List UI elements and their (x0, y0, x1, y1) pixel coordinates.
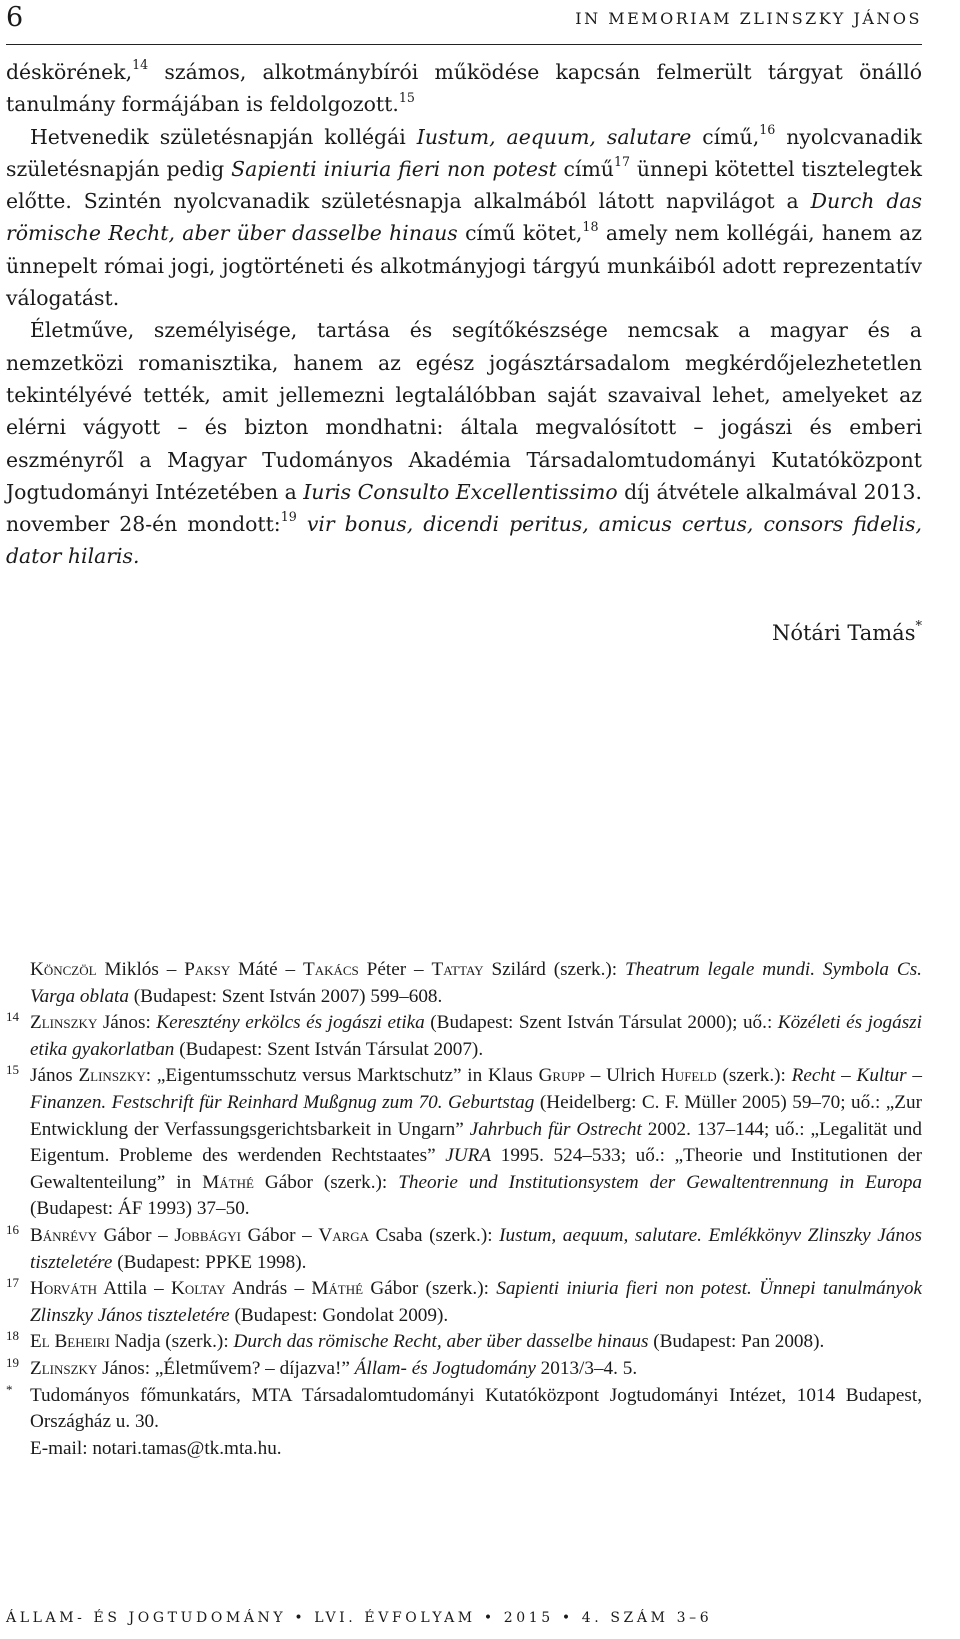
volume: LVI. ÉVFOLYAM (314, 1610, 476, 1626)
page-number: 6 (6, 2, 24, 33)
text-run: déskörének, (6, 60, 133, 84)
text-run: András – (225, 1278, 312, 1300)
text-run: Életműve, személyisége, tartása és segítőkészsége nemcsak a magyar és a nemzetközi romanisztika, hanem az egész jogásztársadalom megkérdőjelezhetetlen tekintélyévé tették, amit jellemezni legtalálóbban saját szavaival lehet, amelyeket az elérni vágyott – és bizton mondhatni: általa megvalósított – jogászi és emberi eszményről a Magyar Tudományos Akadémia Társadalomtudományi Kutatóközpont Jogtudományi Intézetében a (6, 318, 922, 504)
text-run: Péter – (358, 959, 432, 980)
text-run: Attila – (96, 1278, 172, 1300)
body-text (6, 56, 922, 573)
author-name: Tattay (431, 959, 484, 980)
award-title: Iuris Consulto Excellentissimo (303, 479, 618, 504)
book-title: Iustum, aequum, salutare (416, 124, 692, 149)
running-title: IN MEMORIAM ZLINSZKY JÁNOS (575, 9, 922, 28)
page-footer (6, 1610, 922, 1626)
footnote-ref-14[interactable]: 14 (132, 57, 149, 73)
author-email[interactable]: E-mail: notari.tamas@tk.mta.hu. (30, 1437, 282, 1459)
author-name: Takács (302, 959, 359, 980)
text-run: számos, alkotmánybírói működése kapcsán felmerült tárgyat önálló tanulmány formájában is feldolgozott. (6, 60, 922, 117)
author-name: El Beheiri (30, 1331, 110, 1353)
text-run: János (30, 1065, 79, 1087)
text-run: János: (97, 1012, 157, 1034)
footnote-ref-17[interactable]: 17 (613, 154, 631, 170)
footnote-number: 14 (6, 1009, 19, 1025)
book-title: Iustum, aequum, salutare. Emlékkönyv Zlinszky János tiszteletére (30, 1224, 923, 1273)
footnote-number: 15 (6, 1062, 19, 1078)
book-title: Durch das römische Recht, aber über dasselbe hinaus (6, 189, 922, 246)
text-run: (Budapest: Gondolat 2009). (229, 1304, 449, 1326)
text-run: című (556, 156, 614, 181)
text-run: című kötet, (457, 221, 583, 246)
text-run: (Budapest: Szent István 2007) 599–608. (128, 985, 443, 1007)
author-signature (772, 621, 922, 645)
issue: 4. SZÁM (581, 1610, 669, 1626)
text-run: (Budapest: Szent István Társulat 2007). (174, 1038, 484, 1060)
text-run: 2013/3–4. 5. (535, 1357, 638, 1379)
text-run (297, 512, 307, 536)
paragraph-3 (6, 314, 922, 572)
author-name: Grupp (538, 1065, 585, 1087)
author-name: Máthé (311, 1278, 364, 1300)
text-run: díj átvétele alkalmával 2013. november 28-én mondott: (6, 479, 923, 537)
text-run: – Ulrich (584, 1065, 661, 1087)
text-run: Csaba (szerk.): (369, 1224, 500, 1246)
footnote-ref-star[interactable]: * (915, 619, 922, 635)
book-title: Közéleti és jogászi etika gyakorlatban (30, 1012, 922, 1060)
bullet-separator: • (483, 1610, 496, 1626)
book-title: Theorie und Institutionsystem der Gewaltentrennung in Europa (398, 1171, 923, 1193)
author-name: Zlinszky (30, 1012, 98, 1034)
text-run: (Budapest: PPKE 1998). (112, 1251, 307, 1273)
text-run: nyolcvanadik születésnapján pedig (6, 124, 923, 181)
text-run: Hetvenedik születésnapján kollégái (30, 124, 417, 149)
footnote-number: 17 (6, 1275, 19, 1291)
text-run: című, (691, 124, 760, 149)
book-title: Theatrum legale mundi. Symbola Cs. Varga oblata (30, 959, 922, 1007)
footnote-number: 16 (6, 1221, 19, 1237)
journal-title: JURA (445, 1145, 492, 1167)
text-run: Gábor (szerk.): (363, 1278, 497, 1300)
footnote-19 (6, 1356, 922, 1383)
bullet-separator: • (294, 1610, 307, 1626)
author-name: Koltay (171, 1278, 226, 1300)
paragraph-1 (6, 56, 922, 121)
book-title: Recht – Kultur – Finanzen. Festschrift für Reinhard Mußgnug zum 70. Geburtstag (30, 1065, 923, 1113)
footnote-star (6, 1383, 922, 1463)
book-title: Keresztény erkölcs és jogászi etika (156, 1012, 425, 1034)
bullet-separator: • (561, 1610, 574, 1626)
text-run: (Budapest: ÁF 1993) 37–50. (30, 1198, 250, 1220)
author-name: Könczöl (30, 959, 97, 980)
text-run: Gábor (szerk.): (253, 1171, 399, 1193)
author-name: Máthé (202, 1171, 254, 1193)
text-run: 1995. 524–533; uő.: „Theorie und Institutionen der Gewaltenteilung” in (30, 1145, 922, 1193)
paragraph-2 (6, 121, 922, 315)
page-header (6, 0, 922, 45)
author-name: Nótári Tamás (771, 621, 916, 645)
text-run: János: „Életművem? – díjazva!” (97, 1357, 355, 1379)
text-run: Szilárd (szerk.): (483, 959, 625, 980)
footnote-ref-19[interactable]: 19 (280, 509, 297, 525)
footnote-16 (6, 1223, 922, 1276)
footnote-18 (6, 1329, 922, 1356)
text-run: (Heidelberg: C. F. Müller 2005) 59–70; uő.: „Zur Entwicklung der Verfassungsgerichtsbarkeit in Ungarn” (30, 1091, 922, 1140)
text-run: (Budapest: Szent István Társulat 2000); uő.: (424, 1012, 778, 1034)
footnote-13-continued (6, 957, 922, 1010)
text-run: : „Eigentumsschutz versus Marktschutz” in Klaus (145, 1065, 539, 1087)
footnote-number: 18 (6, 1328, 19, 1344)
text-run: amely nem kollégái, hanem az ünnepelt római jogi, jogtörténeti és alkotmányjogi tárgyú munkáiból adott reprezentatív válogatást. (6, 221, 922, 311)
year: 2015 (503, 1610, 554, 1626)
book-title: Sapienti iniuria fieri non potest. Ünnepi tanulmányok Zlinszky János tiszteletére (30, 1278, 922, 1326)
footnotes (6, 957, 922, 1462)
footnote-number: * (6, 1381, 13, 1397)
author-name: Horváth (30, 1278, 97, 1300)
journal-title: Állam- és Jogtudomány (354, 1357, 536, 1379)
text-run: Gábor – (241, 1224, 319, 1246)
text-run: Nadja (szerk.): (109, 1331, 234, 1353)
text-run: Máté – (230, 959, 303, 980)
text-run: 2002. 137–144; uő.: „Legalität und Eigentum. Probleme des werdenden Rechtstaates” (30, 1118, 922, 1167)
page-range: 3–6 (676, 1610, 713, 1626)
author-name: Zlinszky (30, 1357, 98, 1379)
book-title: Sapienti iniuria fieri non potest (231, 156, 557, 181)
text-run: Miklós – (96, 959, 185, 980)
author-name: Jobbágyi (174, 1224, 242, 1246)
footnote-15 (6, 1063, 922, 1223)
author-name: Paksy (184, 959, 231, 980)
footnote-17 (6, 1276, 922, 1329)
author-name: Varga (318, 1224, 370, 1246)
footnote-number: 19 (6, 1354, 19, 1370)
book-title: Durch das römische Recht, aber über dasselbe hinaus (233, 1331, 649, 1353)
journal-name: ÁLLAM- ÉS JOGTUDOMÁNY (6, 1610, 287, 1626)
text-run: (szerk.): (716, 1065, 792, 1087)
author-name: Zlinszky (78, 1065, 146, 1087)
footnote-ref-15[interactable]: 15 (398, 89, 415, 105)
footnote-ref-18[interactable]: 18 (582, 218, 599, 234)
footnote-ref-16[interactable]: 16 (759, 121, 776, 137)
journal-title: Jahrbuch für Ostrecht (469, 1118, 642, 1140)
author-name: Bánrévy (30, 1224, 97, 1246)
text-run: (Budapest: Pan 2008). (648, 1331, 825, 1353)
author-name: Hufeld (660, 1065, 717, 1087)
latin-quote: vir bonus, dicendi peritus, amicus certus, consors fidelis, dator hilaris. (6, 512, 923, 569)
author-affiliation: Tudományos főmunkatárs, MTA Társadalomtudományi Kutatóközpont Jogtudományi Intézet, 1014 Budapest, Országház u. 30. (30, 1384, 922, 1433)
footnote-14 (6, 1010, 922, 1063)
text-run: ünnepi kötettel tisztelegtek előtte. Szintén nyolcvanadik születésnapja alkalmából látott napvilágot a (6, 156, 922, 214)
text-run: Gábor – (96, 1224, 175, 1246)
